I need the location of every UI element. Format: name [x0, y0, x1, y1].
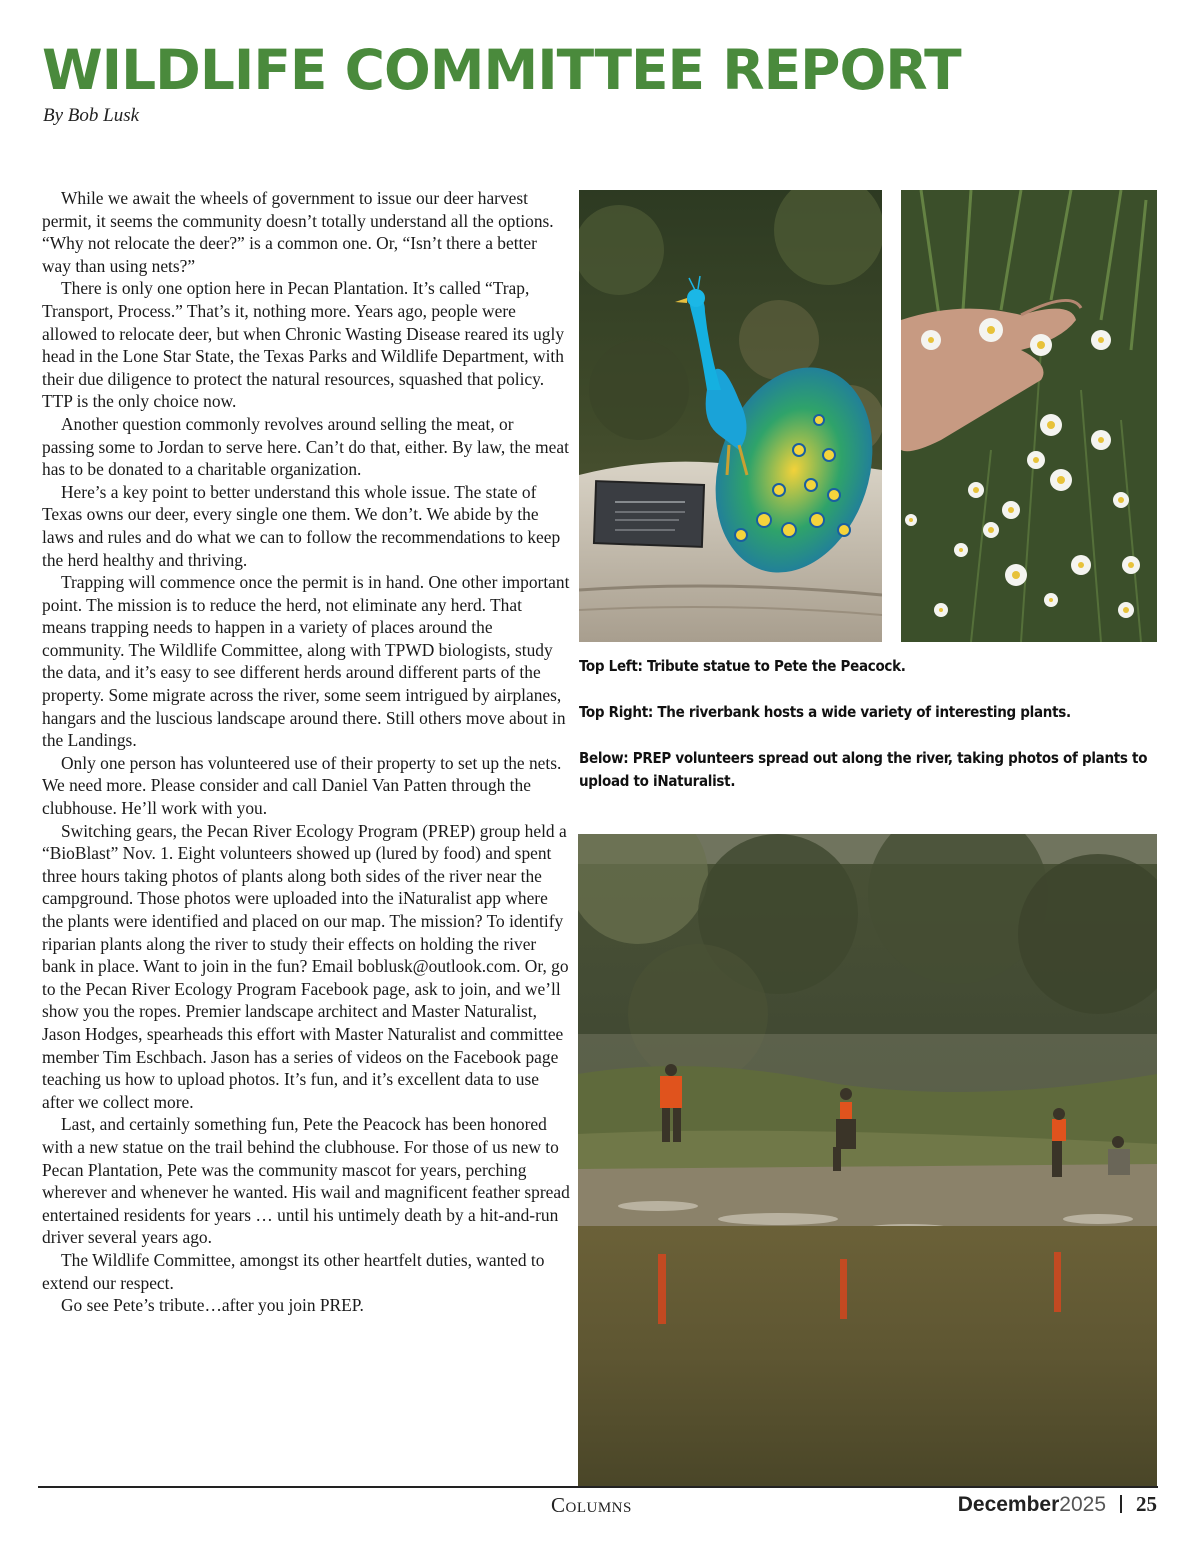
- river-volunteers-photo: [578, 834, 1157, 1486]
- peacock-statue-photo: [579, 190, 882, 642]
- footer-section-label: Columns: [551, 1493, 632, 1517]
- footer-year: 2025: [1059, 1493, 1106, 1516]
- article-paragraph: Switching gears, the Pecan River Ecology Program (PREP) group held a “BioBlast” Nov. 1. Eight volunteers showed up (lured by food) and spent three hours taking photos of plants along both sides of the river near the campground. Those photos were uploaded into the iNaturalist app where the plants were identified and placed on our map. The mission? To identify riparian plants along the river to study their effects on holding the river bank in place. Want to join in the fun? Email boblusk@outlook.com. Or, go to the Pecan River Ecology Program Facebook page, ask to join, and we’ll show you the ropes. Premier landscape architect and Master Naturalist, Jason Hodges, spearheads this effort with Master Naturalist and committee member Tim Eschbach. Jason has a series of videos on the Facebook page teaching us how to upload photos. It’s fun, and it’s excellent data to use after we collect more.: [42, 820, 569, 1112]
- article-paragraph: The Wildlife Committee, amongst its other heartfelt duties, wanted to extend our respect.: [42, 1249, 545, 1293]
- byline: By Bob Lusk: [43, 105, 140, 126]
- page-title: WILDLIFE COMMITTEE REPORT: [42, 38, 961, 102]
- photo-captions: [579, 655, 1159, 816]
- caption-below: Below: PREP volunteers spread out along the river, taking photos of plants to upload to iNaturalist.: [579, 749, 1148, 790]
- article-paragraph: Go see Pete’s tribute…after you join PREP.: [61, 1295, 364, 1316]
- footer-issue-info: [958, 1492, 1157, 1517]
- riverbank-plants-photo: [901, 190, 1157, 642]
- footer-separator: [1120, 1495, 1122, 1513]
- footer-divider: [38, 1486, 1158, 1488]
- article-body: [42, 187, 570, 1317]
- page-number: 25: [1136, 1492, 1157, 1516]
- article-paragraph: Here’s a key point to better understand this whole issue. The state of Texas owns our deer, every single one them. We don’t. We abide by the laws and rules and do what we can to follow the recommendations to keep the herd healthy and thriving.: [42, 481, 561, 570]
- article-paragraph: Last, and certainly something fun, Pete the Peacock has been honored with a new statue on the trail behind the clubhouse. For those of us new to Pecan Plantation, Pete was the community mascot for years, perching wherever and whenever he wanted. His wail and magnificent feather spread entertained residents for years … until his untimely death by a hit-and-run driver several years ago.: [42, 1114, 570, 1248]
- caption-top-left: Top Left: Tribute statue to Pete the Peacock.: [579, 657, 906, 675]
- article-paragraph: Trapping will commence once the permit is in hand. One other important point. The mission is to reduce the herd, not eliminate any herd. That means trapping needs to happen in a variety of places around the community. The Wildlife Committee, along with TPWD biologists, study the data, and it’s easy to see different herds around different parts of the property. Some migrate across the river, some seem intrigued by airplanes, hangars and the luscious landscape around there. Still others move about in the Landings.: [42, 572, 570, 751]
- article-paragraph: While we await the wheels of government to issue our deer harvest permit, it seems the community doesn’t totally understand all the options. “Why not relocate the deer?” is a common one. Or, “Isn’t there a better way than using nets?”: [42, 188, 554, 276]
- article-paragraph: Only one person has volunteered use of their property to set up the nets. We need more. Please consider and call Daniel Van Patten through the clubhouse. He’ll work with you.: [42, 752, 562, 819]
- caption-top-right: Top Right: The riverbank hosts a wide variety of interesting plants.: [579, 703, 1071, 721]
- article-paragraph: Another question commonly revolves around selling the meat, or passing some to Jordan to serve here. Can’t do that, either. By law, the meat has to be donated to a charitable organization.: [42, 413, 569, 480]
- footer-month: December: [957, 1493, 1060, 1516]
- article-paragraph: There is only one option here in Pecan Plantation. It’s called “Trap, Transport, Process.” That’s it, nothing more. Years ago, people were allowed to relocate deer, but when Chronic Wasting Disease reared its ugly head in the Lone Star State, the Texas Parks and Wildlife Department, with their due diligence to protect the natural resources, squashed that policy. TTP is the only choice now.: [42, 278, 565, 412]
